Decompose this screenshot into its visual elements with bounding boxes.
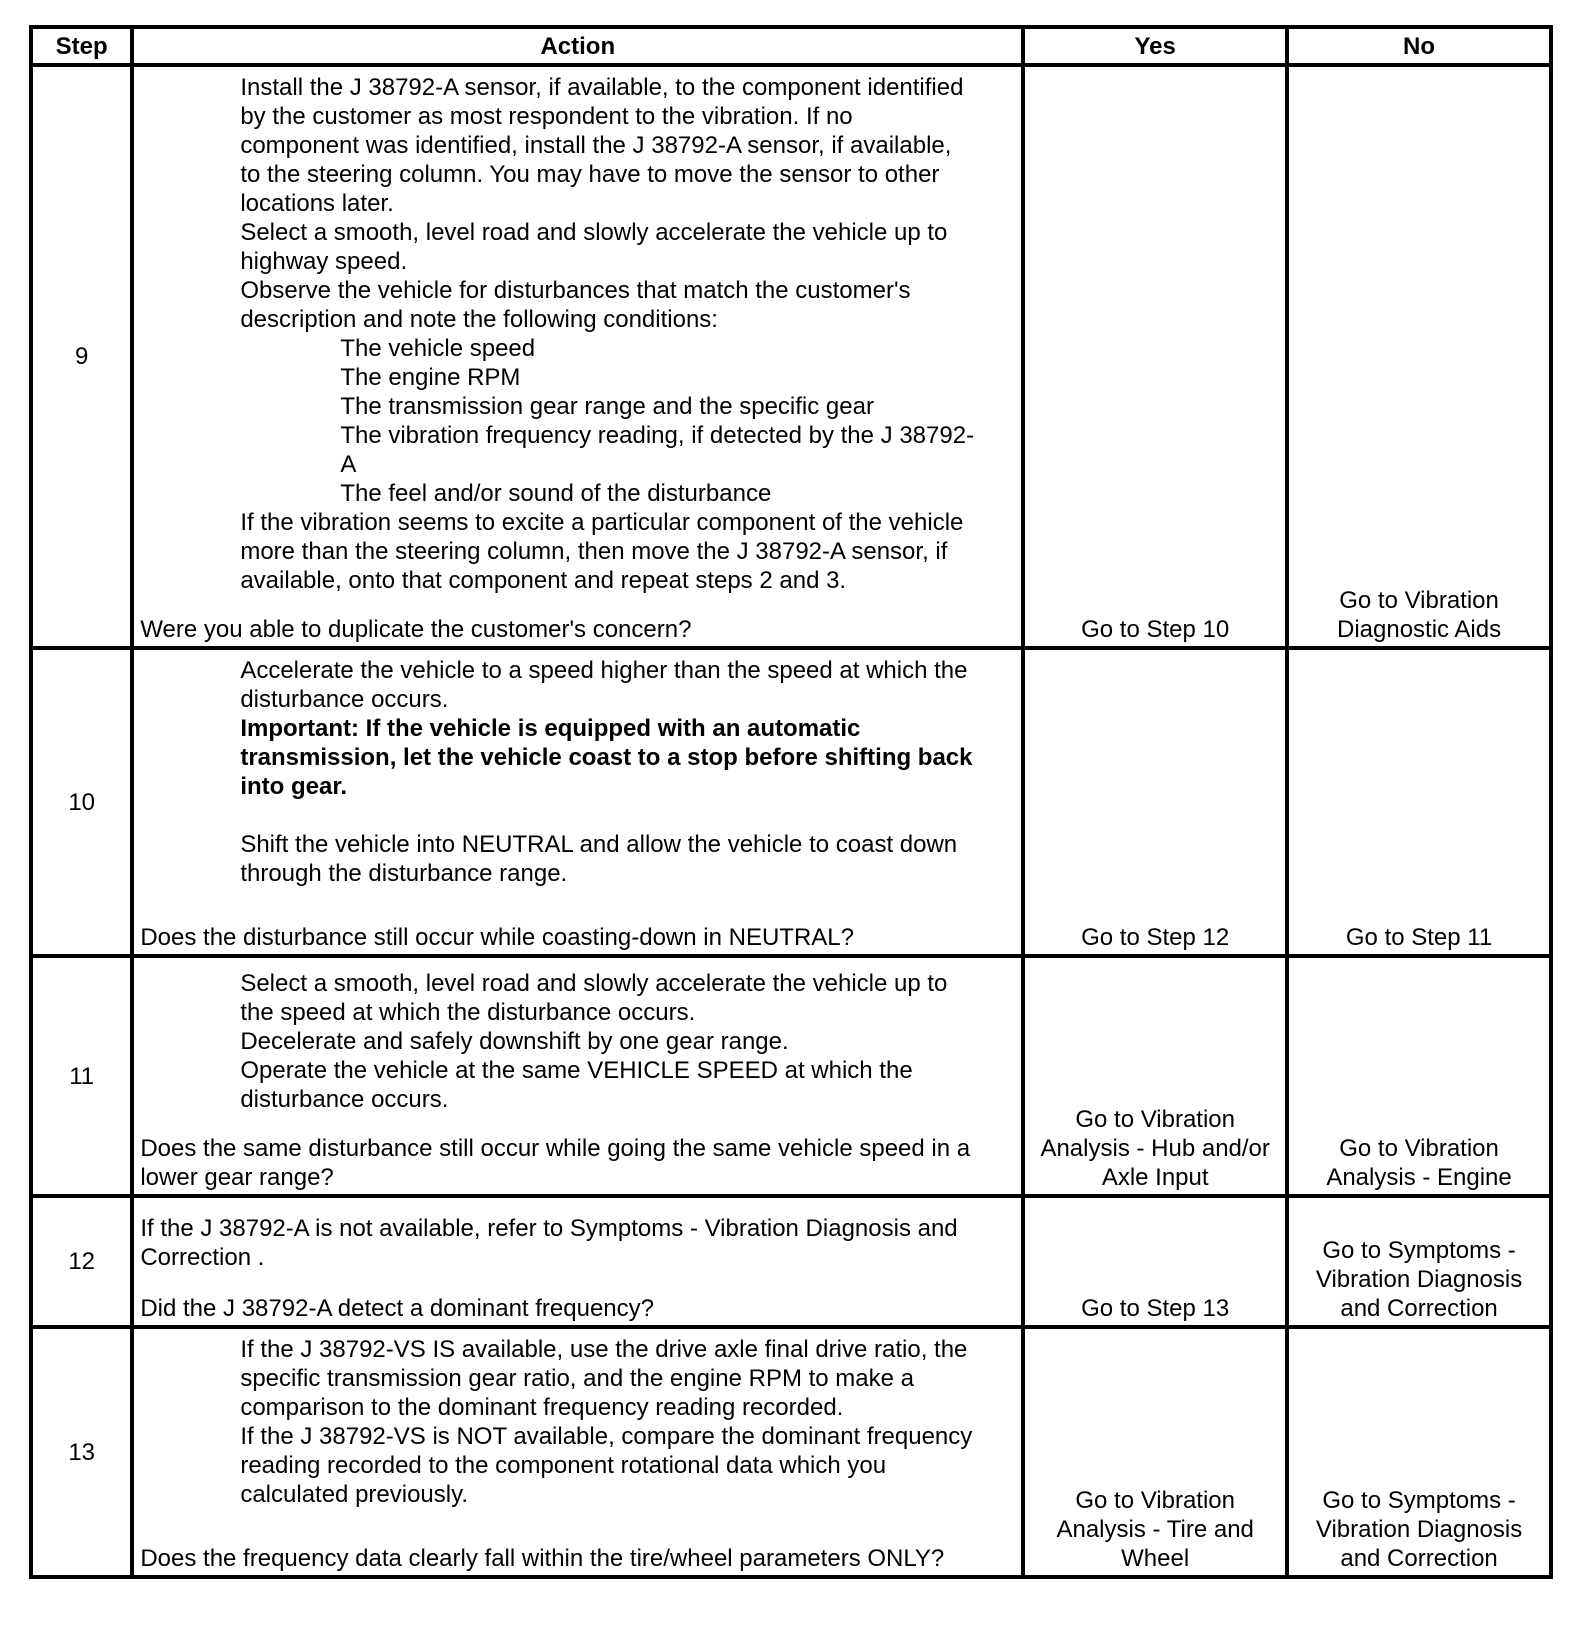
step-number: 9: [31, 65, 132, 648]
action-line: Install the J 38792-A sensor, if available, to the component identified: [240, 74, 964, 101]
action-line: disturbance occurs.: [240, 1086, 449, 1113]
table-row-step-11: [31, 956, 1551, 1196]
no-line: Go to Symptoms -: [1322, 1237, 1516, 1264]
action-line: disturbance occurs.: [240, 686, 449, 713]
important-note: into gear.: [240, 773, 348, 800]
spacer: [140, 801, 1015, 830]
question-text: Does the disturbance still occur while coasting-down in NEUTRAL?: [140, 924, 854, 951]
yes-line: Axle Input: [1101, 1164, 1209, 1191]
no-line: Analysis - Engine: [1326, 1164, 1512, 1191]
action-cell: [132, 1196, 1023, 1327]
condition-item: The vibration frequency reading, if detected by the J 38792-: [340, 422, 975, 449]
yes-line: Go to Step 10: [1081, 616, 1230, 643]
important-note: Important: If the vehicle is equipped with an automatic: [240, 715, 861, 742]
action-line: highway speed.: [240, 248, 408, 275]
action-cell: [132, 648, 1023, 956]
no-line: Go to Symptoms -: [1322, 1487, 1516, 1514]
table-row-step-12: [31, 1196, 1551, 1327]
no-line: and Correction: [1340, 1545, 1498, 1572]
action-line: to the steering column. You may have to move the sensor to other: [240, 161, 940, 188]
header-yes: Yes: [1023, 27, 1287, 65]
action-line: Shift the vehicle into NEUTRAL and allow the vehicle to coast down: [240, 831, 958, 858]
yes-line: Go to Step 13: [1081, 1295, 1230, 1322]
question-text: Does the same disturbance still occur while going the same vehicle speed in a: [140, 1135, 971, 1162]
step-number: 13: [31, 1327, 132, 1577]
action-line: locations later.: [240, 190, 394, 217]
header-step: Step: [31, 27, 132, 65]
no-cell: [1287, 65, 1551, 648]
yes-line: Go to Vibration: [1075, 1106, 1235, 1133]
action-line: description and note the following conditions:: [240, 306, 718, 333]
action-cell: [132, 1327, 1023, 1577]
action-cell: [132, 956, 1023, 1196]
action-line: Select a smooth, level road and slowly accelerate the vehicle up to: [240, 970, 948, 997]
condition-item: The vehicle speed: [340, 335, 536, 362]
no-line: Diagnostic Aids: [1337, 616, 1502, 643]
action-line: Operate the vehicle at the same VEHICLE SPEED at which the: [240, 1057, 913, 1084]
action-line: Decelerate and safely downshift by one gear range.: [240, 1028, 789, 1055]
action-line: Select a smooth, level road and slowly accelerate the vehicle up to: [240, 219, 948, 246]
header-no: No: [1287, 27, 1551, 65]
action-line: If the vibration seems to excite a particular component of the vehicle: [240, 509, 964, 536]
no-line: Go to Step 11: [1345, 924, 1493, 951]
action-line: If the J 38792-VS IS available, use the drive axle final drive ratio, the: [240, 1336, 968, 1363]
no-line: Go to Vibration: [1339, 1135, 1499, 1162]
condition-item: The transmission gear range and the specific gear: [340, 393, 874, 420]
action-line: the speed at which the disturbance occurs.: [240, 999, 696, 1026]
question-text: Were you able to duplicate the customer's concern?: [140, 616, 692, 643]
yes-line: Go to Vibration: [1075, 1487, 1235, 1514]
action-line: available, onto that component and repeat steps 2 and 3.: [240, 567, 847, 594]
yes-cell: [1023, 648, 1287, 956]
yes-line: Analysis - Tire and: [1056, 1516, 1254, 1543]
no-cell: [1287, 1327, 1551, 1577]
no-cell: [1287, 956, 1551, 1196]
yes-cell: [1023, 1196, 1287, 1327]
action-line: specific transmission gear ratio, and the engine RPM to make a: [240, 1365, 914, 1392]
step-number: 12: [31, 1196, 132, 1327]
action-line: Correction .: [140, 1244, 265, 1271]
action-line: through the disturbance range.: [240, 860, 568, 887]
yes-cell: [1023, 65, 1287, 648]
no-line: Vibration Diagnosis: [1315, 1266, 1523, 1293]
condition-item: The feel and/or sound of the disturbance: [340, 480, 772, 507]
header-row: [31, 27, 1551, 65]
table-row-step-10: [31, 648, 1551, 956]
yes-line: Wheel: [1121, 1545, 1190, 1572]
diagnostic-table: [29, 25, 1553, 1579]
action-line: component was identified, install the J 38792-A sensor, if available,: [240, 132, 952, 159]
yes-cell: [1023, 1327, 1287, 1577]
no-line: Vibration Diagnosis: [1315, 1516, 1523, 1543]
action-line: Observe the vehicle for disturbances that match the customer's: [240, 277, 911, 304]
condition-item: The engine RPM: [340, 364, 521, 391]
important-note: transmission, let the vehicle coast to a stop before shifting back: [240, 744, 973, 771]
action-line: comparison to the dominant frequency reading recorded.: [240, 1394, 844, 1421]
action-cell: [132, 65, 1023, 648]
yes-line: Analysis - Hub and/or: [1040, 1135, 1270, 1162]
condition-item: A: [340, 451, 357, 478]
question-text: Does the frequency data clearly fall within the tire/wheel parameters ONLY?: [140, 1545, 945, 1572]
action-line: If the J 38792-VS is NOT available, compare the dominant frequency: [240, 1423, 973, 1450]
action-line: Accelerate the vehicle to a speed higher than the speed at which the: [240, 657, 968, 684]
step-number: 10: [31, 648, 132, 956]
action-line: more than the steering column, then move the J 38792-A sensor, if: [240, 538, 948, 565]
no-line: Go to Vibration: [1339, 587, 1499, 614]
header-action: Action: [132, 27, 1023, 65]
action-line: calculated previously.: [240, 1481, 468, 1508]
action-line: If the J 38792-A is not available, refer to Symptoms - Vibration Diagnosis and: [140, 1215, 958, 1242]
no-cell: [1287, 1196, 1551, 1327]
no-cell: [1287, 648, 1551, 956]
question-text: Did the J 38792-A detect a dominant frequency?: [140, 1295, 654, 1322]
no-line: and Correction: [1340, 1295, 1498, 1322]
action-line: by the customer as most respondent to the vibration. If no: [240, 103, 853, 130]
yes-cell: [1023, 956, 1287, 1196]
yes-line: Go to Step 12: [1081, 924, 1230, 951]
table-row-step-13: [31, 1327, 1551, 1577]
table-row-step-9: [31, 65, 1551, 648]
action-line: reading recorded to the component rotational data which you: [240, 1452, 887, 1479]
step-number: 11: [31, 956, 132, 1196]
question-text: lower gear range?: [140, 1164, 334, 1191]
